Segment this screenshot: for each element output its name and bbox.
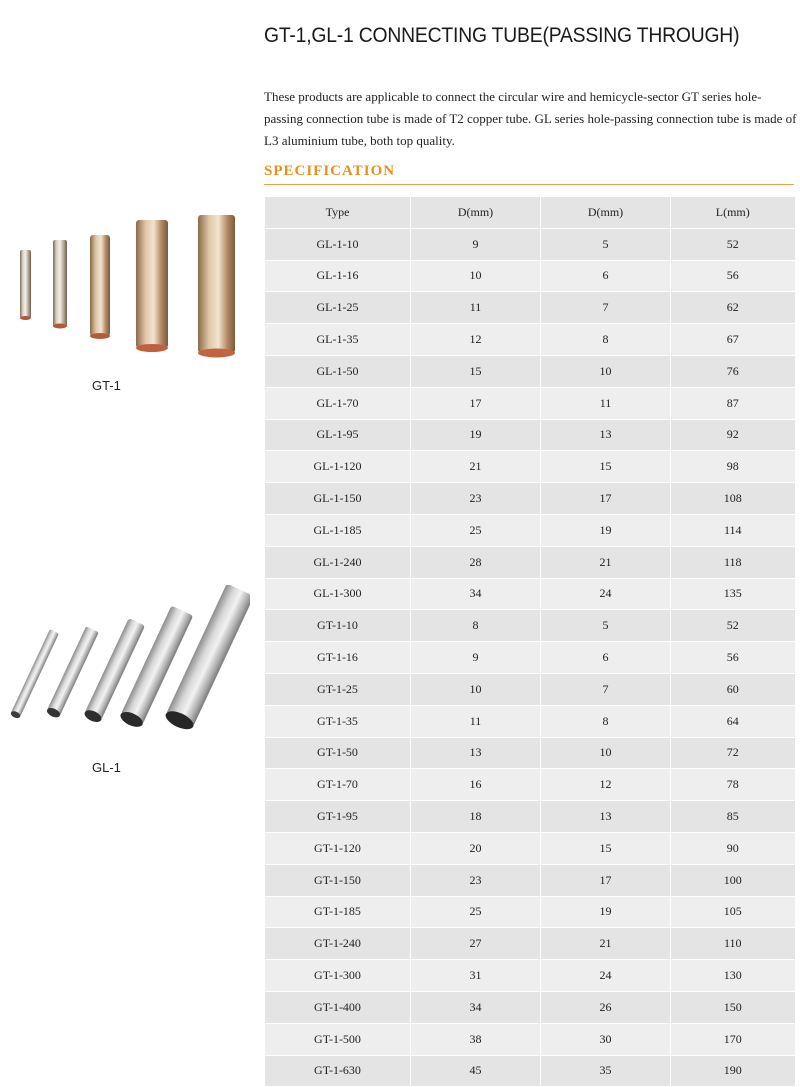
gt1-tube-4 bbox=[136, 220, 168, 352]
cell-inner-diameter: 35 bbox=[541, 1055, 671, 1087]
cell-inner-diameter: 26 bbox=[541, 991, 671, 1023]
cell-type: GT-1-185 bbox=[265, 896, 411, 928]
table-row bbox=[265, 1023, 795, 1055]
cell-length: 170 bbox=[671, 1023, 795, 1055]
table-row bbox=[265, 514, 795, 546]
cell-length: 78 bbox=[671, 769, 795, 801]
cell-type: GT-1-35 bbox=[265, 705, 411, 737]
table-row bbox=[265, 228, 795, 260]
table-row bbox=[265, 801, 795, 833]
cell-length: 108 bbox=[671, 483, 795, 515]
cell-outer-diameter: 31 bbox=[411, 960, 541, 992]
cell-length: 135 bbox=[671, 578, 795, 610]
header-type: Type bbox=[265, 197, 411, 228]
specification-table bbox=[264, 197, 795, 1087]
cell-inner-diameter: 10 bbox=[541, 355, 671, 387]
table-row bbox=[265, 832, 795, 864]
cell-inner-diameter: 17 bbox=[541, 864, 671, 896]
table-row bbox=[265, 991, 795, 1023]
table-row bbox=[265, 737, 795, 769]
cell-length: 87 bbox=[671, 387, 795, 419]
cell-inner-diameter: 15 bbox=[541, 832, 671, 864]
gt1-tubes-image bbox=[10, 205, 250, 365]
table-row bbox=[265, 483, 795, 515]
table-row bbox=[265, 355, 795, 387]
cell-outer-diameter: 16 bbox=[411, 769, 541, 801]
cell-type: GL-1-10 bbox=[265, 228, 411, 260]
cell-inner-diameter: 30 bbox=[541, 1023, 671, 1055]
cell-outer-diameter: 25 bbox=[411, 514, 541, 546]
cell-type: GT-1-25 bbox=[265, 673, 411, 705]
cell-type: GL-1-120 bbox=[265, 451, 411, 483]
cell-length: 150 bbox=[671, 991, 795, 1023]
cell-type: GL-1-25 bbox=[265, 292, 411, 324]
cell-type: GT-1-150 bbox=[265, 864, 411, 896]
cell-outer-diameter: 15 bbox=[411, 355, 541, 387]
cell-outer-diameter: 13 bbox=[411, 737, 541, 769]
cell-inner-diameter: 19 bbox=[541, 896, 671, 928]
gt1-tube-1 bbox=[20, 250, 31, 320]
table-header-row bbox=[265, 197, 795, 228]
cell-inner-diameter: 5 bbox=[541, 610, 671, 642]
cell-type: GT-1-500 bbox=[265, 1023, 411, 1055]
cell-inner-diameter: 8 bbox=[541, 324, 671, 356]
cell-inner-diameter: 10 bbox=[541, 737, 671, 769]
cell-outer-diameter: 19 bbox=[411, 419, 541, 451]
cell-outer-diameter: 8 bbox=[411, 610, 541, 642]
table-row bbox=[265, 928, 795, 960]
gl1-tube-5 bbox=[163, 585, 250, 730]
cell-type: GL-1-300 bbox=[265, 578, 411, 610]
cell-type: GT-1-95 bbox=[265, 801, 411, 833]
table-row bbox=[265, 546, 795, 578]
heading-divider bbox=[264, 184, 794, 185]
cell-type: GT-1-630 bbox=[265, 1055, 411, 1087]
cell-type: GL-1-150 bbox=[265, 483, 411, 515]
cell-inner-diameter: 13 bbox=[541, 801, 671, 833]
cell-inner-diameter: 21 bbox=[541, 928, 671, 960]
cell-outer-diameter: 11 bbox=[411, 292, 541, 324]
page-title: GT-1,GL-1 CONNECTING TUBE(PASSING THROUGH) bbox=[264, 24, 740, 47]
table-row bbox=[265, 451, 795, 483]
cell-inner-diameter: 11 bbox=[541, 387, 671, 419]
cell-length: 190 bbox=[671, 1055, 795, 1087]
cell-type: GL-1-240 bbox=[265, 546, 411, 578]
specification-heading: SPECIFICATION bbox=[264, 163, 396, 179]
cell-outer-diameter: 11 bbox=[411, 705, 541, 737]
table-row bbox=[265, 769, 795, 801]
table-row bbox=[265, 642, 795, 674]
table-row bbox=[265, 419, 795, 451]
cell-inner-diameter: 5 bbox=[541, 228, 671, 260]
cell-inner-diameter: 7 bbox=[541, 673, 671, 705]
cell-inner-diameter: 21 bbox=[541, 546, 671, 578]
table-row bbox=[265, 896, 795, 928]
cell-inner-diameter: 24 bbox=[541, 578, 671, 610]
cell-length: 76 bbox=[671, 355, 795, 387]
gl1-caption: GL-1 bbox=[92, 760, 121, 775]
cell-outer-diameter: 34 bbox=[411, 578, 541, 610]
gt1-tube-2 bbox=[53, 240, 67, 329]
cell-length: 64 bbox=[671, 705, 795, 737]
table-row bbox=[265, 324, 795, 356]
cell-length: 67 bbox=[671, 324, 795, 356]
header-outer-diameter: D(mm) bbox=[411, 197, 541, 228]
cell-type: GT-1-300 bbox=[265, 960, 411, 992]
gt1-caption: GT-1 bbox=[92, 378, 121, 393]
cell-type: GL-1-185 bbox=[265, 514, 411, 546]
cell-length: 72 bbox=[671, 737, 795, 769]
table-row bbox=[265, 260, 795, 292]
cell-length: 100 bbox=[671, 864, 795, 896]
cell-outer-diameter: 17 bbox=[411, 387, 541, 419]
cell-length: 56 bbox=[671, 260, 795, 292]
cell-outer-diameter: 34 bbox=[411, 991, 541, 1023]
cell-length: 85 bbox=[671, 801, 795, 833]
table-row bbox=[265, 610, 795, 642]
cell-inner-diameter: 19 bbox=[541, 514, 671, 546]
cell-type: GT-1-50 bbox=[265, 737, 411, 769]
cell-length: 52 bbox=[671, 610, 795, 642]
header-length: L(mm) bbox=[671, 197, 795, 228]
cell-length: 105 bbox=[671, 896, 795, 928]
table-row bbox=[265, 673, 795, 705]
table-row bbox=[265, 292, 795, 324]
cell-inner-diameter: 6 bbox=[541, 642, 671, 674]
cell-outer-diameter: 20 bbox=[411, 832, 541, 864]
table-row bbox=[265, 864, 795, 896]
cell-inner-diameter: 24 bbox=[541, 960, 671, 992]
cell-length: 110 bbox=[671, 928, 795, 960]
cell-outer-diameter: 10 bbox=[411, 260, 541, 292]
cell-type: GL-1-95 bbox=[265, 419, 411, 451]
cell-outer-diameter: 10 bbox=[411, 673, 541, 705]
cell-outer-diameter: 28 bbox=[411, 546, 541, 578]
cell-inner-diameter: 12 bbox=[541, 769, 671, 801]
cell-inner-diameter: 6 bbox=[541, 260, 671, 292]
cell-inner-diameter: 15 bbox=[541, 451, 671, 483]
cell-length: 92 bbox=[671, 419, 795, 451]
cell-type: GT-1-240 bbox=[265, 928, 411, 960]
cell-outer-diameter: 38 bbox=[411, 1023, 541, 1055]
cell-type: GT-1-16 bbox=[265, 642, 411, 674]
cell-outer-diameter: 18 bbox=[411, 801, 541, 833]
cell-type: GL-1-50 bbox=[265, 355, 411, 387]
header-inner-diameter: D(mm) bbox=[541, 197, 671, 228]
cell-type: GL-1-16 bbox=[265, 260, 411, 292]
gl1-tubes-image bbox=[5, 585, 250, 730]
cell-length: 114 bbox=[671, 514, 795, 546]
table-row bbox=[265, 705, 795, 737]
cell-type: GT-1-120 bbox=[265, 832, 411, 864]
table-body bbox=[265, 228, 795, 1087]
cell-type: GL-1-35 bbox=[265, 324, 411, 356]
cell-length: 98 bbox=[671, 451, 795, 483]
cell-outer-diameter: 45 bbox=[411, 1055, 541, 1087]
cell-outer-diameter: 23 bbox=[411, 483, 541, 515]
table-row bbox=[265, 578, 795, 610]
cell-inner-diameter: 7 bbox=[541, 292, 671, 324]
cell-type: GT-1-70 bbox=[265, 769, 411, 801]
table-row bbox=[265, 1055, 795, 1087]
cell-outer-diameter: 27 bbox=[411, 928, 541, 960]
cell-inner-diameter: 13 bbox=[541, 419, 671, 451]
gt1-tube-5 bbox=[198, 215, 235, 358]
cell-type: GL-1-70 bbox=[265, 387, 411, 419]
cell-outer-diameter: 25 bbox=[411, 896, 541, 928]
cell-type: GT-1-400 bbox=[265, 991, 411, 1023]
cell-outer-diameter: 21 bbox=[411, 451, 541, 483]
cell-length: 56 bbox=[671, 642, 795, 674]
cell-length: 130 bbox=[671, 960, 795, 992]
cell-length: 62 bbox=[671, 292, 795, 324]
cell-outer-diameter: 23 bbox=[411, 864, 541, 896]
cell-inner-diameter: 8 bbox=[541, 705, 671, 737]
cell-length: 52 bbox=[671, 228, 795, 260]
cell-outer-diameter: 9 bbox=[411, 642, 541, 674]
cell-length: 90 bbox=[671, 832, 795, 864]
table-row bbox=[265, 960, 795, 992]
cell-length: 60 bbox=[671, 673, 795, 705]
table-row bbox=[265, 387, 795, 419]
cell-inner-diameter: 17 bbox=[541, 483, 671, 515]
cell-outer-diameter: 12 bbox=[411, 324, 541, 356]
product-description: These products are applicable to connect the circular wire and hemicycle-sector GT series hole-passing connection tube is made of T2 copper tube. GL series hole-passing connection tube is made of L3 aluminium tube, both top quality. bbox=[264, 89, 797, 148]
cell-outer-diameter: 9 bbox=[411, 228, 541, 260]
gt1-tube-3 bbox=[90, 235, 110, 339]
cell-type: GT-1-10 bbox=[265, 610, 411, 642]
cell-length: 118 bbox=[671, 546, 795, 578]
